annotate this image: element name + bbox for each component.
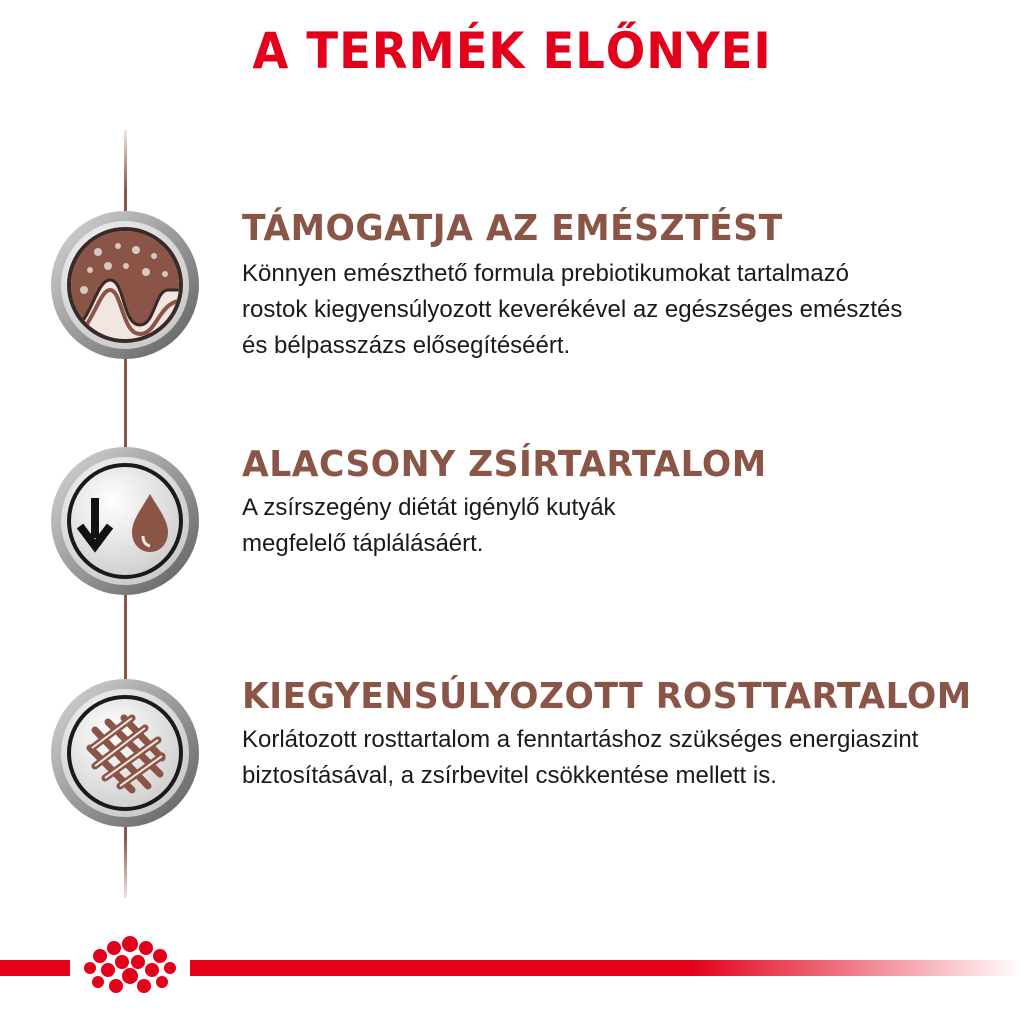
benefit-heading-low-fat: ALACSONY ZSÍRTARTALOM [242, 444, 767, 485]
benefit-text-digestion: Könnyen emészthető formula prebiotikumokat tartalmazó rostok kiegyensúlyozott keverékével az egészséges emésztés és bélpasszázs elősegítéséért. [242, 260, 903, 359]
benefit-text-low-fat: A zsírszegény diétát igénylő kutyák megfelelő táplálásáért. [242, 494, 616, 557]
benefit-heading-digestion: TÁMOGATJA AZ EMÉSZTÉST [242, 208, 783, 249]
benefit-icon-fiber [50, 678, 200, 828]
fiber-icon [50, 678, 200, 828]
benefit-icon-digestion [50, 210, 200, 360]
benefit-text-fiber: Korlátozott rosttartalom a fenntartáshoz szükséges energiaszint biztosításával, a zsírbevitel csökkentése mellett is. [242, 726, 919, 789]
low-fat-icon [50, 446, 200, 596]
digestion-icon [50, 210, 200, 360]
page-title: A TERMÉK ELŐNYEI [252, 22, 772, 80]
benefit-icon-low-fat [50, 446, 200, 596]
royal-canin-crown-logo [70, 930, 190, 1000]
benefit-heading-fiber: KIEGYENSÚLYOZOTT ROSTTARTALOM [242, 676, 972, 717]
